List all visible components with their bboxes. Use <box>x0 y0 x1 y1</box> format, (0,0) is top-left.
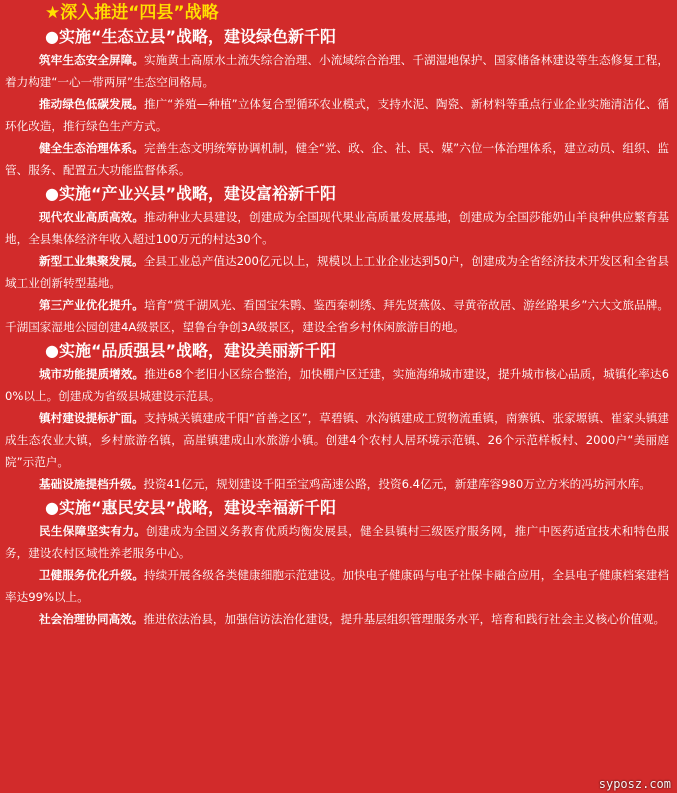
paragraph-lead: 卫健服务优化升级。 <box>39 568 145 582</box>
paragraph <box>5 608 669 630</box>
paragraph-lead: 现代农业高质高效。 <box>39 210 145 224</box>
paragraph-text: 全县工业总产值达200亿元以上，规模以上工业企业达到50户，创建成为全省经济技术开发区和全省县域工业创新转型基地。 <box>5 254 669 290</box>
paragraph <box>5 250 669 294</box>
paragraph-lead: 第三产业优化提升。 <box>39 298 144 312</box>
section-heading-quality: ●实施“品质强县”战略，建设美丽新千阳 <box>45 341 336 360</box>
paragraph-lead: 新型工业集聚发展。 <box>39 254 144 268</box>
section-heading-industry: ●实施“产业兴县”战略，建设富裕新千阳 <box>45 184 336 203</box>
paragraph-lead: 筑牢生态安全屏障。 <box>39 53 145 67</box>
paragraph <box>5 294 669 338</box>
paragraph <box>5 407 669 473</box>
paragraph <box>5 520 669 564</box>
paragraph-text: 投资41亿元，规划建设千阳至宝鸡高速公路，投资6.4亿元，新建库容980万立方米的冯坊河水库。 <box>143 477 651 491</box>
paragraph-lead: 社会治理协同高效。 <box>39 612 144 626</box>
paragraph-text: 推进依法治县，加强信访法治化建设，提升基层组织管理服务水平，培育和践行社会主义核心价值观。 <box>143 612 666 626</box>
paragraph-lead: 推动绿色低碳发展。 <box>39 97 144 111</box>
paragraph <box>5 363 669 407</box>
paragraph <box>5 473 669 495</box>
section-heading-ecology: ●实施“生态立县”战略，建设绿色新千阳 <box>45 27 336 46</box>
paragraph-text: 创建成为全国义务教育优质均衡发展县，健全县镇村三级医疗服务网，推广中医药适宜技术和特色服务，建设农村区域性养老服务中心。 <box>5 524 669 560</box>
paragraph-text: 推进68个老旧小区综合整治，加快棚户区迁建，实施海绵城市建设，提升城市核心品质，城镇化率达60%以上。创建成为省级县城建设示范县。 <box>5 367 669 403</box>
paragraph <box>5 93 669 137</box>
paragraph <box>5 137 669 181</box>
paragraph-text: 培育“赏千湖风光、看国宝朱鹮、鉴西秦刺绣、拜先贤燕伋、寻黄帝故居、游丝路果乡”六大文旅品牌。千湖国家湿地公园创建4A级景区，望鲁台争创3A级景区，建设全省乡村休闲旅游目的地。 <box>5 298 669 334</box>
paragraph-lead: 基础设施提档升级。 <box>39 477 144 491</box>
paragraph-lead: 城市功能提质增效。 <box>39 367 145 381</box>
paragraph-text: 推广“养殖—种植”立体复合型循环农业模式，支持水泥、陶瓷、新材料等重点行业企业实施清洁化、循环化改造，推行绿色生产方式。 <box>5 97 669 133</box>
paragraph-lead: 镇村建设提标扩面。 <box>39 411 144 425</box>
paragraph-text: 持续开展各级各类健康细胞示范建设。加快电子健康码与电子社保卡融合应用，全县电子健康档案建档率达99%以上。 <box>5 568 669 604</box>
site-watermark: syposz.com <box>598 777 671 791</box>
paragraph-text: 完善生态文明统筹协调机制，健全“党、政、企、社、民、媒”六位一体治理体系，建立动员、组织、监管、服务、配置五大功能监督体系。 <box>5 141 669 177</box>
section-heading-welfare: ●实施“惠民安县”战略，建设幸福新千阳 <box>45 498 336 517</box>
page-title: ★深入推进“四县”战略 <box>45 3 219 23</box>
paragraph-text: 实施黄土高原水土流失综合治理、小流域综合治理、千湖湿地保护、国家储备林建设等生态修复工程，着力构建“一心一带两屏”生态空间格局。 <box>5 53 669 89</box>
paragraph <box>5 206 669 250</box>
paragraph-text: 支持城关镇建成千阳“首善之区”，草碧镇、水沟镇建成工贸物流重镇，南寨镇、张家塬镇、崔家头镇建成生态农业大镇，乡村旅游名镇，高崖镇建成山水旅游小镇。创建4个农村人居环境示范镇、26个示范样板村、2000户“美丽庭院”示范户。 <box>5 411 669 469</box>
paragraph <box>5 49 669 93</box>
paragraph-text: 推动种业大县建设，创建成为全国现代果业高质量发展基地，创建成为全国莎能奶山羊良种供应繁育基地，全县集体经济年收入超过100万元的村达30个。 <box>5 210 669 246</box>
paragraph-lead: 健全生态治理体系。 <box>39 141 144 155</box>
paragraph-lead: 民生保障坚实有力。 <box>39 524 147 538</box>
paragraph <box>5 564 669 608</box>
